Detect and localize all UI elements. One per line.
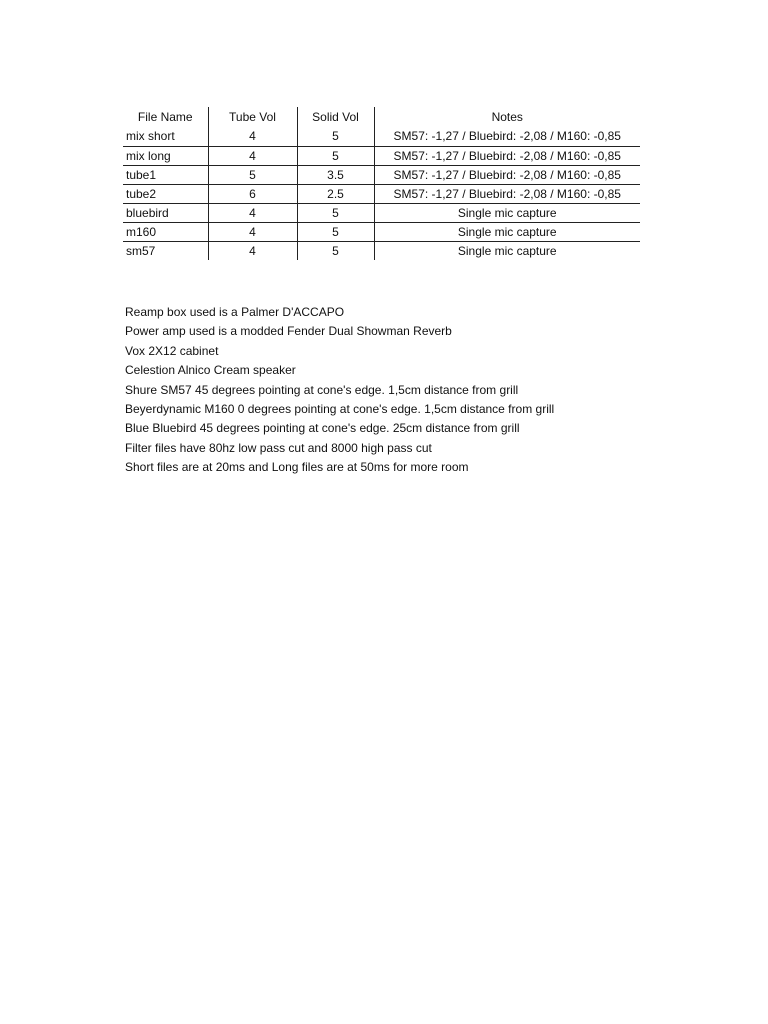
- cell-file-name: mix long: [123, 146, 208, 165]
- table-header-row: [123, 107, 640, 127]
- header-tube-vol: Tube Vol: [208, 107, 297, 127]
- cell-notes: Single mic capture: [457, 205, 557, 220]
- table-row: [123, 165, 640, 184]
- cell-file-name: m160: [123, 222, 208, 241]
- cell-tube-vol: 4: [208, 222, 297, 241]
- note-line: Shure SM57 45 degrees pointing at cone's edge. 1,5cm distance from grill: [125, 382, 519, 397]
- cell-solid-vol: 5: [297, 127, 374, 146]
- cell-solid-vol: 5: [297, 203, 374, 222]
- table-row: [123, 184, 640, 203]
- header-file-name: File Name: [123, 107, 208, 127]
- cell-tube-vol: 4: [208, 203, 297, 222]
- cell-tube-vol: 6: [208, 184, 297, 203]
- note-line: Celestion Alnico Cream speaker: [125, 363, 296, 378]
- note-line: Beyerdynamic M160 0 degrees pointing at cone's edge. 1,5cm distance from grill: [125, 402, 555, 417]
- cell-notes: SM57: -1,27 / Bluebird: -2,08 / M160: -0,85: [393, 186, 621, 201]
- cell-tube-vol: 4: [208, 241, 297, 260]
- cell-notes: Single mic capture: [457, 243, 557, 258]
- cell-file-name: sm57: [123, 241, 208, 260]
- table-row: [123, 203, 640, 222]
- cell-file-name: tube2: [123, 184, 208, 203]
- cell-file-name: bluebird: [123, 203, 208, 222]
- cell-solid-vol: 2.5: [297, 184, 374, 203]
- table-row: [123, 241, 640, 260]
- cell-solid-vol: 5: [297, 146, 374, 165]
- cell-tube-vol: 4: [208, 127, 297, 146]
- cell-tube-vol: 4: [208, 146, 297, 165]
- cell-solid-vol: 3.5: [297, 165, 374, 184]
- note-line: Power amp used is a modded Fender Dual Showman Reverb: [125, 324, 452, 339]
- ir-files-table: [123, 107, 640, 260]
- header-solid-vol: Solid Vol: [297, 107, 374, 127]
- cell-notes: SM57: -1,27 / Bluebird: -2,08 / M160: -0,85: [393, 148, 621, 163]
- note-line: Reamp box used is a Palmer D'ACCAPO: [125, 305, 345, 319]
- header-notes: Notes: [491, 110, 523, 124]
- cell-file-name: mix short: [123, 127, 208, 146]
- table-row: [123, 127, 640, 146]
- cell-solid-vol: 5: [297, 222, 374, 241]
- recording-notes: [125, 303, 554, 478]
- table-row: [123, 146, 640, 165]
- note-line: Vox 2X12 cabinet: [125, 343, 219, 358]
- cell-notes: Single mic capture: [457, 224, 557, 239]
- table-row: [123, 222, 640, 241]
- note-line: Short files are at 20ms and Long files are at 50ms for more room: [125, 460, 469, 475]
- note-line: Blue Bluebird 45 degrees pointing at cone's edge. 25cm distance from grill: [125, 421, 520, 436]
- cell-file-name: tube1: [123, 165, 208, 184]
- cell-notes: SM57: -1,27 / Bluebird: -2,08 / M160: -0,85: [393, 129, 621, 144]
- cell-solid-vol: 5: [297, 241, 374, 260]
- cell-tube-vol: 5: [208, 165, 297, 184]
- note-line: Filter files have 80hz low pass cut and 8000 high pass cut: [125, 440, 432, 455]
- cell-notes: SM57: -1,27 / Bluebird: -2,08 / M160: -0,85: [393, 167, 621, 182]
